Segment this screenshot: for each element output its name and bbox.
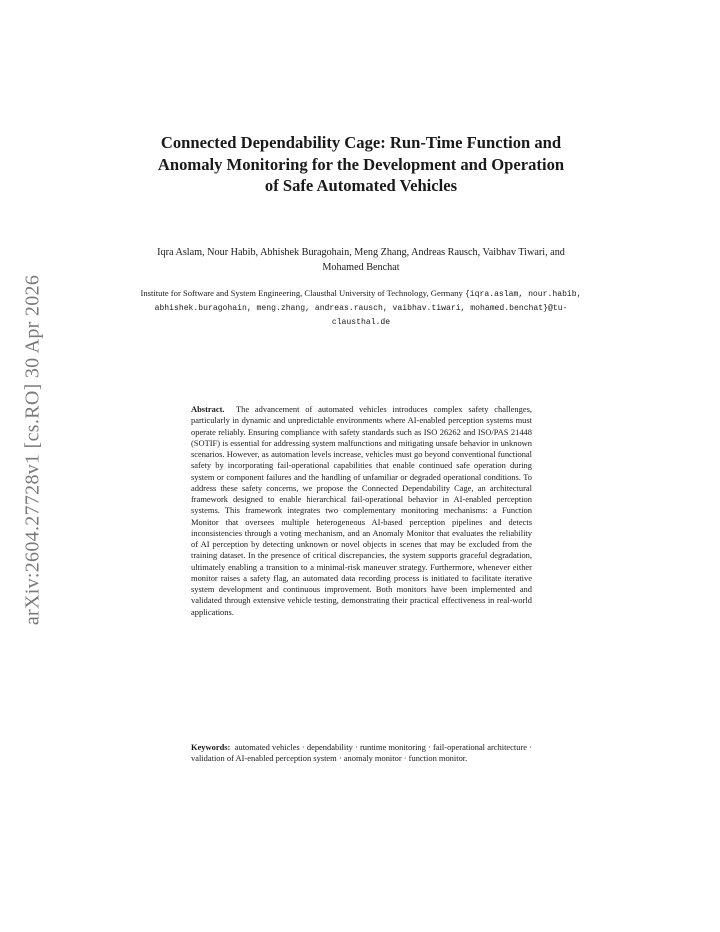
affiliation-block: [140, 287, 582, 330]
abstract-label: Abstract.: [191, 404, 225, 414]
keywords-paragraph: [191, 742, 532, 765]
institute-name: Institute for Software and System Engineering, Clausthal University of Technology, Germany: [140, 288, 463, 298]
abstract-text: The advancement of automated vehicles introduces complex safety challenges, particularly in dynamic and unpredictable environments where AI-enabled perception systems must operate reliably. Ensuring compliance with safety standards such as ISO 26262 and ISO/PAS 21448 (SOTIF) is essential for addressing system malfunctions and mitigating unsafe behavior in unknown scenarios. However, as automation levels increase, vehicles must go beyond conventional functional safety by incorporating fail-operational capabilities that enable continued safe operation during system or component failures and the handling of unfamiliar or degraded operational conditions. To address these safety concerns, we propose the Connected Dependability Cage, an architectural framework designed to enable hierarchical fail-operational behavior in AI-enabled perception systems. This framework integrates two complementary monitoring mechanisms: a Function Monitor that oversees multiple heterogeneous AI-based perception pipelines and detects inconsistencies through a voting mechanism, and an Anomaly Monitor that evaluates the reliability of AI perception by detecting unknown or novel objects in scenes that may be excluded from the training dataset. In the presence of critical discrepancies, the system supports graceful degradation, ultimately enabling a transition to a minimal-risk maneuver strategy. Furthermore, whenever either monitor raises a safety flag, an automated data recording process is initiated to facilitate iterative system development and continuous improvement. Both monitors have been implemented and validated through extensive vehicle testing, demonstrating their practical effectiveness in real-world applications.: [191, 404, 532, 617]
keywords-label: Keywords:: [191, 742, 231, 752]
author-emails: {iqra.aslam, nour.habib, abhishek.buragohain, meng.zhang, andreas.rausch, vaibhav.tiwari, mohamed.benchat}@tu-clausthal.de: [154, 290, 582, 328]
paper-title: Connected Dependability Cage: Run-Time Function and Anomaly Monitoring for the Development and Operation of Safe Automated Vehicles: [157, 133, 565, 195]
arxiv-identifier-stamp: arXiv:2604.27728v1 [cs.RO] 30 Apr 2026: [21, 274, 44, 626]
author-list: Iqra Aslam, Nour Habib, Abhishek Buragohain, Meng Zhang, Andreas Rausch, Vaibhav Tiwari, and Mohamed Benchat: [157, 247, 565, 273]
abstract-paragraph: [191, 404, 532, 618]
keywords-text: automated vehicles · dependability · runtime monitoring · fail-operational architecture · validation of AI-enabled perception system · anomaly monitor · function monitor.: [191, 742, 533, 764]
